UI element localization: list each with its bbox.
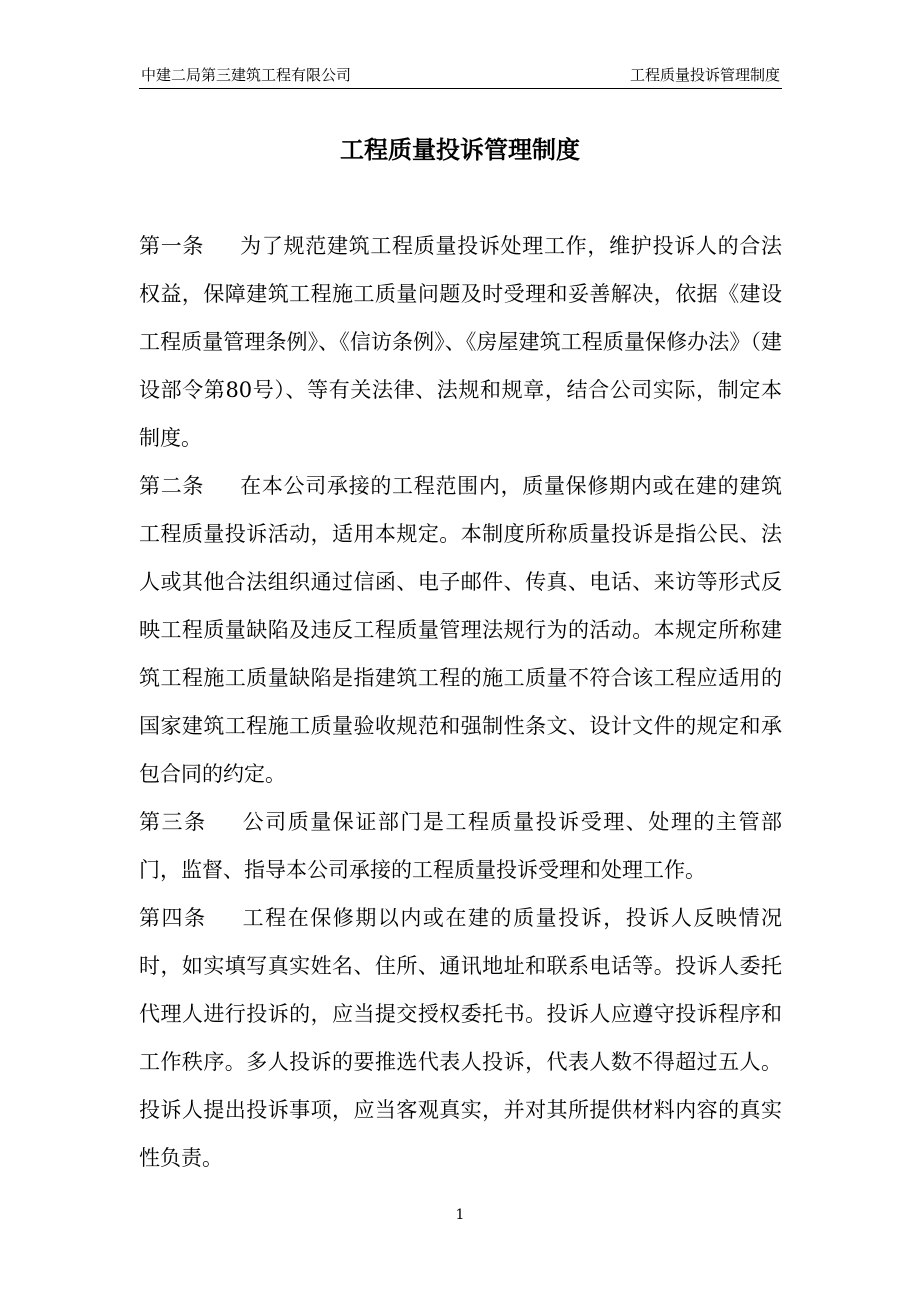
- document-title: 工程质量投诉管理制度: [340, 136, 580, 164]
- article-text: 工程在保修期以内或在建的质量投诉，投诉人反映情况时，如实填写真实姓名、住所、通讯地址和联系电话等。投诉人委托代理人进行投诉的，应当提交授权委托书。投诉人应遵守投诉程序和工作秩序。多人投诉的要推选代表人投诉，代表人数不得超过五人。投诉人提出投诉事项，应当客观真实，并对其所提供材料内容的真实性负责。: [139, 906, 783, 1170]
- article-text: 为了规范建筑工程质量投诉处理工作，维护投诉人的合法权益，保障建筑工程施工质量问题及时受理和妥善解决，依据《建设工程质量管理条例》、《信访条例》、《房屋建筑工程质量保修办法》（建设部令第80号）、等有关法律、法规和规章，结合公司实际，制定本制度。: [139, 234, 783, 450]
- article-2: [139, 462, 782, 798]
- article-4: [139, 894, 782, 1182]
- article-text: 在本公司承接的工程范围内，质量保修期内或在建的建筑工程质量投诉活动，适用本规定。本制度所称质量投诉是指公民、法人或其他合法组织通过信函、电子邮件、传真、电话、来访等形式反映工程质量缺陷及违反工程质量管理法规行为的活动。本规定所称建筑工程施工质量缺陷是指建筑工程的施工质量不符合该工程应适用的国家建筑工程施工质量验收规范和强制性条文、设计文件的规定和承包合同的约定。: [139, 474, 783, 786]
- document-body: [139, 222, 782, 1182]
- article-number: 第四条: [139, 906, 207, 930]
- article-3: [139, 798, 782, 894]
- article-1: [139, 222, 782, 462]
- header-company: 中建二局第三建筑工程有限公司: [141, 66, 352, 84]
- page-number: 1: [455, 1207, 465, 1223]
- article-number: 第一条: [139, 234, 205, 258]
- page-header: [139, 64, 782, 89]
- article-number: 第三条: [139, 810, 207, 834]
- article-text: 公司质量保证部门是工程质量投诉受理、处理的主管部门，监督、指导本公司承接的工程质量投诉受理和处理工作。: [139, 810, 783, 882]
- header-doc-title: 工程质量投诉管理制度: [629, 66, 780, 84]
- article-number: 第二条: [139, 474, 205, 498]
